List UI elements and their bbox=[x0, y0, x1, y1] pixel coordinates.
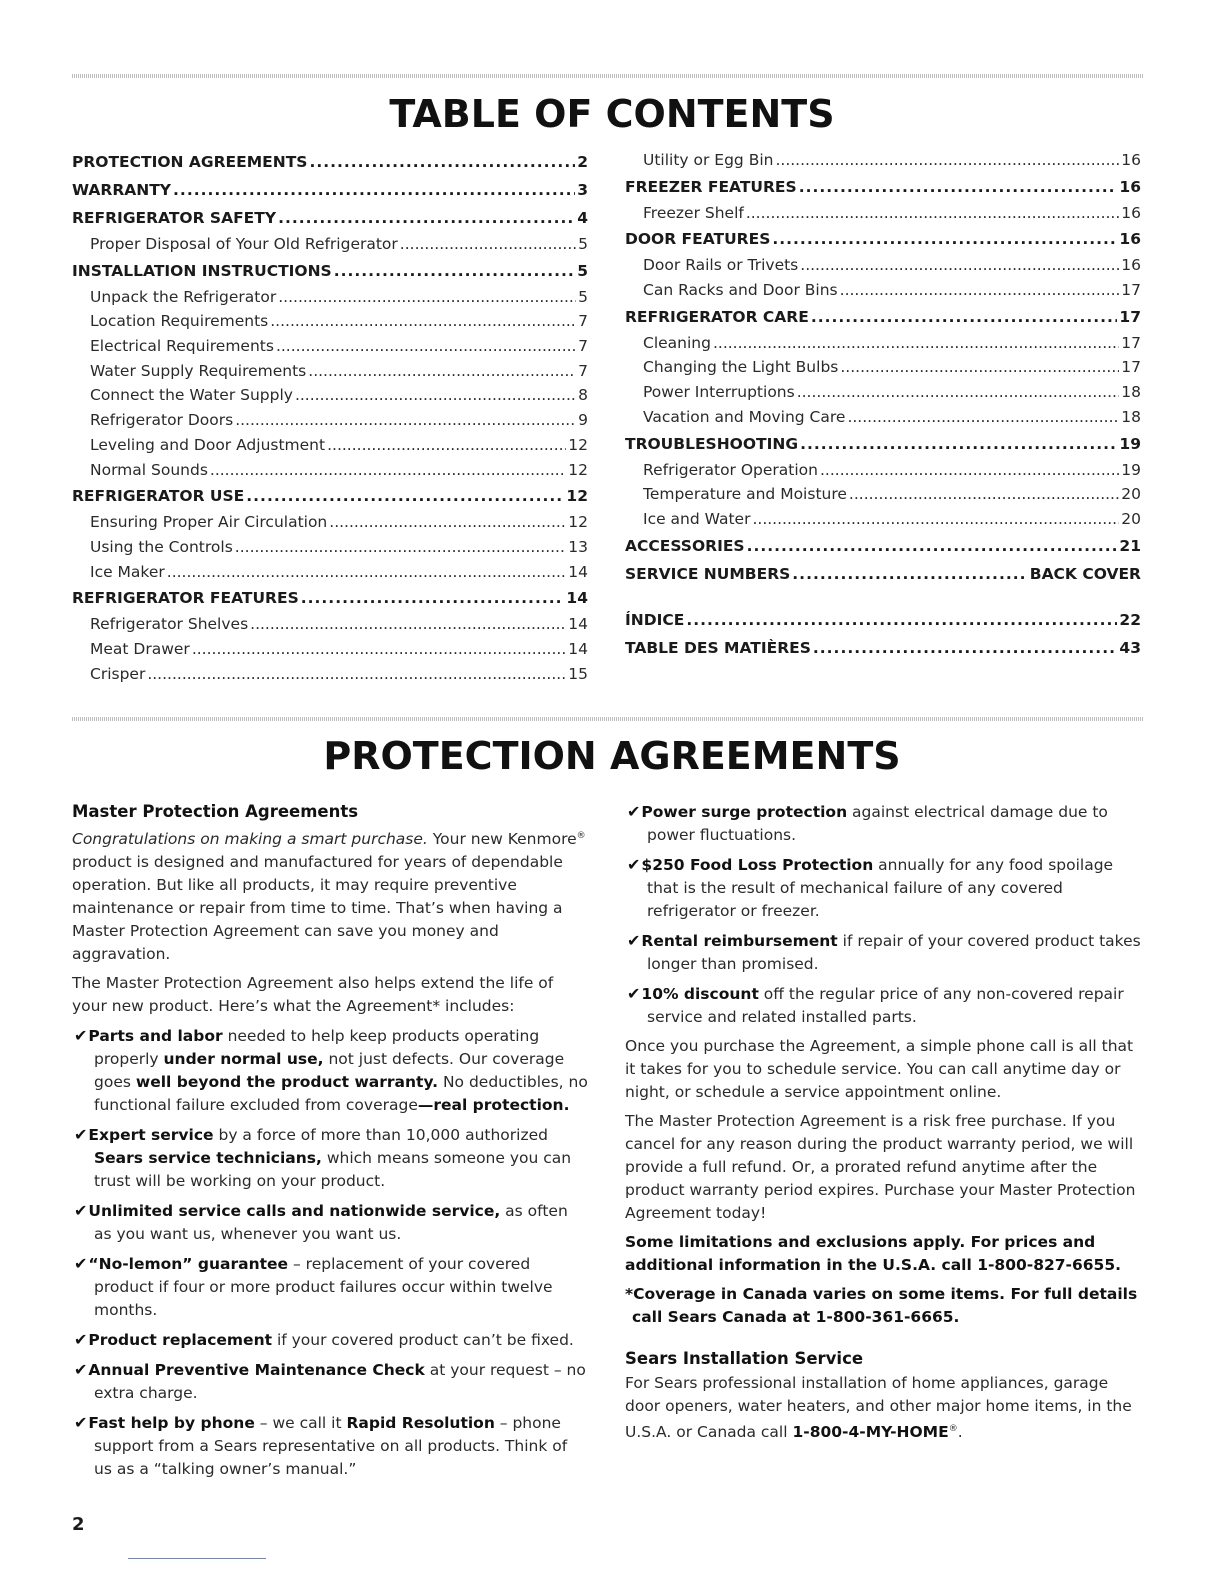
toc-entry-label: REFRIGERATOR USE bbox=[72, 487, 245, 506]
toc-entry-label: REFRIGERATOR CARE bbox=[625, 307, 809, 326]
toc-entry-label: INSTALLATION INSTRUCTIONS bbox=[72, 261, 332, 280]
toc-subsection-entry[interactable] bbox=[625, 331, 1141, 356]
toc-subsection-entry[interactable] bbox=[72, 560, 588, 585]
installation-phone: 1-800-4-MY-HOME bbox=[792, 1423, 949, 1442]
toc-entry-label: Changing the Light Bulbs bbox=[643, 358, 839, 377]
protection-left-column bbox=[72, 800, 588, 1487]
benefit-bold-text: Product replacement bbox=[88, 1331, 273, 1350]
intro-paragraph bbox=[72, 825, 588, 966]
toc-subsection-entry[interactable] bbox=[72, 334, 588, 359]
toc-entry-page: 18 bbox=[1121, 407, 1141, 426]
toc-subsection-entry[interactable] bbox=[72, 359, 588, 384]
toc-right-column bbox=[625, 148, 1141, 662]
toc-entry-page: 3 bbox=[577, 181, 588, 199]
toc-entry-page: 7 bbox=[578, 312, 588, 331]
toc-entry-label: Crisper bbox=[90, 664, 146, 683]
benefit-bold-text: $250 Food Loss Protection bbox=[641, 856, 874, 874]
checkmark-icon: ✔ bbox=[627, 802, 641, 821]
limitations-note: Some limitations and exclusions apply. For prices and additional information in the U.S.A. call 1-800-827-6655. bbox=[625, 1233, 1122, 1274]
toc-subsection-entry[interactable] bbox=[72, 458, 588, 483]
toc-entry-label: PROTECTION AGREEMENTS bbox=[72, 153, 308, 171]
benefit-list-left bbox=[72, 1024, 588, 1481]
toc-leader-dots bbox=[235, 408, 576, 433]
toc-entry-page: 22 bbox=[1119, 610, 1141, 629]
toc-entry-page: 12 bbox=[568, 435, 588, 454]
toc-leader-dots bbox=[295, 383, 576, 408]
toc-subsection-entry[interactable] bbox=[72, 408, 588, 433]
toc-leader-dots bbox=[813, 634, 1118, 662]
toc-subsection-entry[interactable] bbox=[625, 201, 1141, 226]
toc-entry-page: BACK COVER bbox=[1029, 564, 1141, 583]
toc-section-entry[interactable] bbox=[625, 303, 1141, 331]
toc-entry-page: 17 bbox=[1121, 281, 1141, 300]
toc-leader-dots bbox=[309, 148, 575, 176]
toc-subsection-entry[interactable] bbox=[72, 285, 588, 310]
toc-entry-page: 14 bbox=[568, 615, 588, 634]
toc-entry-page: 4 bbox=[577, 209, 588, 227]
toc-entry-label: Freezer Shelf bbox=[643, 203, 744, 222]
toc-entry-page: 5 bbox=[578, 287, 588, 306]
toc-subsection-entry[interactable] bbox=[72, 535, 588, 560]
installation-heading: Sears Installation Service bbox=[625, 1349, 864, 1368]
toc-section-entry[interactable] bbox=[625, 430, 1141, 458]
benefit-text: – we call it bbox=[254, 1414, 347, 1433]
toc-subsection-entry[interactable] bbox=[625, 380, 1141, 405]
installation-paragraph bbox=[625, 1372, 1141, 1444]
toc-entry-label: DOOR FEATURES bbox=[625, 230, 771, 249]
benefit-item bbox=[72, 1199, 588, 1246]
benefit-item bbox=[72, 1024, 588, 1117]
toc-subsection-entry[interactable] bbox=[72, 309, 588, 334]
benefit-bold-text: Parts and labor bbox=[88, 1027, 223, 1046]
agreement-includes-paragraph: The Master Protection Agreement also helps extend the life of your new product. Here’s what the Agreement* includes: bbox=[72, 974, 554, 1016]
toc-entry-label: Connect the Water Supply bbox=[90, 386, 293, 405]
toc-entry-page: 19 bbox=[1119, 434, 1141, 453]
toc-leader-dots bbox=[799, 173, 1118, 201]
benefit-text: needed to help keep products operating properly bbox=[94, 1027, 540, 1069]
toc-subsection-entry[interactable] bbox=[625, 458, 1141, 483]
checkmark-icon: ✔ bbox=[74, 1413, 88, 1433]
benefit-bold-text: Fast help by phone bbox=[88, 1414, 255, 1433]
installation-registered-mark: ® bbox=[948, 1424, 958, 1434]
toc-entry-label: Unpack the Refrigerator bbox=[90, 287, 277, 306]
toc-entry-page: 5 bbox=[578, 235, 588, 253]
middle-divider bbox=[72, 717, 1144, 721]
benefit-item bbox=[72, 1123, 588, 1193]
toc-entry-page: 21 bbox=[1119, 536, 1141, 555]
toc-section-entry[interactable] bbox=[72, 584, 588, 612]
toc-leader-dots bbox=[192, 637, 566, 662]
toc-entry-label: Ice Maker bbox=[90, 562, 165, 581]
toc-entry-label: Utility or Egg Bin bbox=[643, 151, 774, 169]
protection-right-column bbox=[625, 800, 1141, 1450]
toc-section-entry[interactable] bbox=[625, 606, 1141, 634]
benefit-text: not just defects. Our coverage goes bbox=[94, 1050, 565, 1092]
toc-subsection-entry[interactable] bbox=[625, 148, 1141, 173]
toc-entry-label: Ice and Water bbox=[643, 509, 751, 528]
benefit-text: by a force of more than 10,000 authorized bbox=[213, 1126, 548, 1145]
toc-leader-dots bbox=[327, 433, 566, 458]
toc-entry-label: Door Rails or Trivets bbox=[643, 256, 799, 275]
checkmark-icon: ✔ bbox=[627, 931, 641, 950]
toc-entry-label: SERVICE NUMBERS bbox=[625, 564, 791, 583]
toc-entry-label: Refrigerator Operation bbox=[643, 460, 818, 479]
benefit-item bbox=[625, 982, 1141, 1029]
benefit-item bbox=[625, 853, 1141, 923]
toc-leader-dots bbox=[210, 458, 566, 483]
benefit-bold-text: 10% discount bbox=[641, 985, 759, 1003]
toc-subsection-entry[interactable] bbox=[625, 355, 1141, 380]
toc-subsection-entry[interactable] bbox=[72, 232, 588, 257]
toc-entry-label: Water Supply Requirements bbox=[90, 361, 307, 380]
toc-title: TABLE OF CONTENTS bbox=[389, 92, 835, 136]
toc-leader-dots bbox=[301, 584, 565, 612]
toc-leader-dots bbox=[840, 355, 1119, 380]
toc-leader-dots bbox=[250, 612, 566, 637]
toc-entry-page: 8 bbox=[578, 386, 588, 405]
toc-entry-page: 7 bbox=[578, 337, 588, 356]
benefit-text: annually for any food spoilage that is the result of mechanical failure of any covered refrigerator or freezer. bbox=[647, 856, 1114, 920]
checkmark-icon: ✔ bbox=[74, 1201, 88, 1221]
checkmark-icon: ✔ bbox=[74, 1330, 88, 1350]
toc-entry-label: Refrigerator Shelves bbox=[90, 615, 249, 634]
checkmark-icon: ✔ bbox=[74, 1026, 88, 1046]
toc-entry-label: Location Requirements bbox=[90, 312, 269, 331]
toc-section-entry[interactable] bbox=[72, 257, 588, 285]
toc-section-entry[interactable] bbox=[625, 225, 1141, 253]
benefit-list-right bbox=[625, 800, 1141, 1029]
toc-subsection-entry[interactable] bbox=[72, 383, 588, 408]
toc-leader-dots bbox=[746, 201, 1119, 226]
toc-entry-page: 15 bbox=[568, 664, 588, 683]
toc-entry-label: Power Interruptions bbox=[643, 383, 795, 402]
toc-entry-label: WARRANTY bbox=[72, 181, 172, 199]
toc-entry-page: 2 bbox=[577, 153, 588, 171]
toc-leader-dots bbox=[270, 309, 576, 334]
top-divider bbox=[72, 74, 1144, 78]
toc-leader-dots bbox=[400, 232, 576, 257]
registered-mark: ® bbox=[576, 831, 586, 841]
toc-leader-dots bbox=[276, 334, 576, 359]
toc-entry-page: 14 bbox=[566, 589, 588, 608]
toc-subsection-entry[interactable] bbox=[625, 507, 1141, 532]
protection-title: PROTECTION AGREEMENTS bbox=[323, 734, 901, 778]
benefit-bold-text: Annual Preventive Maintenance Check bbox=[88, 1361, 425, 1380]
toc-entry-page: 16 bbox=[1121, 256, 1141, 275]
toc-leader-dots bbox=[713, 331, 1119, 356]
toc-section-entry[interactable] bbox=[72, 176, 588, 204]
benefit-item bbox=[72, 1358, 588, 1405]
toc-subsection-entry[interactable] bbox=[72, 637, 588, 662]
toc-leader-dots bbox=[792, 560, 1027, 588]
toc-section-entry[interactable] bbox=[625, 173, 1141, 201]
toc-entry-label: TROUBLESHOOTING bbox=[625, 434, 799, 453]
toc-entry-page: 16 bbox=[1119, 177, 1141, 196]
toc-leader-dots bbox=[329, 510, 566, 535]
toc-leader-dots bbox=[797, 380, 1120, 405]
toc-leader-dots bbox=[847, 405, 1119, 430]
toc-section-entry[interactable] bbox=[625, 560, 1141, 588]
toc-subsection-entry[interactable] bbox=[625, 405, 1141, 430]
toc-entry-label: TABLE DES MATIÈRES bbox=[625, 638, 811, 657]
toc-leader-dots bbox=[235, 535, 566, 560]
benefit-text: at your request – no extra charge. bbox=[94, 1361, 586, 1403]
toc-leader-dots bbox=[686, 606, 1117, 634]
toc-leader-dots bbox=[246, 482, 564, 510]
toc-entry-page: 17 bbox=[1119, 307, 1141, 326]
toc-leader-dots bbox=[278, 285, 576, 310]
toc-gap bbox=[625, 588, 1141, 606]
toc-subsection-entry[interactable] bbox=[72, 433, 588, 458]
toc-entry-label: ACCESSORIES bbox=[625, 536, 745, 555]
checkmark-icon: ✔ bbox=[627, 984, 641, 1003]
toc-entry-page: 19 bbox=[1121, 460, 1141, 479]
toc-subsection-entry[interactable] bbox=[72, 510, 588, 535]
toc-entry-label: Refrigerator Doors bbox=[90, 411, 234, 430]
toc-entry-label: REFRIGERATOR FEATURES bbox=[72, 589, 299, 608]
toc-subsection-entry[interactable] bbox=[625, 278, 1141, 303]
toc-leader-dots bbox=[800, 253, 1119, 278]
benefit-bold-text: Sears service technicians, bbox=[94, 1149, 322, 1168]
benefit-bold-text: Expert service bbox=[88, 1126, 214, 1145]
toc-entry-label: Temperature and Moisture bbox=[643, 485, 847, 504]
toc-leader-dots bbox=[820, 458, 1119, 483]
toc-left-column bbox=[72, 148, 588, 686]
benefit-bold-text: under normal use, bbox=[163, 1050, 324, 1069]
toc-section-entry[interactable] bbox=[625, 634, 1141, 662]
toc-section-entry[interactable] bbox=[72, 148, 588, 176]
toc-entry-label: Using the Controls bbox=[90, 537, 233, 556]
toc-entry-label: Cleaning bbox=[643, 333, 711, 352]
benefit-text: which means someone you can trust will be working on your product. bbox=[94, 1149, 572, 1191]
benefit-bold-text: Rental reimbursement bbox=[641, 932, 838, 950]
toc-subsection-entry[interactable] bbox=[72, 662, 588, 687]
toc-entry-page: 12 bbox=[566, 487, 588, 506]
risk-free-paragraph: The Master Protection Agreement is a risk free purchase. If you cancel for any reason during the product warranty period, we will provide a full refund. Or, a prorated refund anytime after the product warranty period expires. Purchase your Master Protection Agreement today! bbox=[625, 1112, 1136, 1222]
toc-leader-dots bbox=[147, 662, 566, 687]
toc-entry-page: 9 bbox=[578, 411, 588, 430]
toc-leader-dots bbox=[308, 359, 576, 384]
page-number: 2 bbox=[72, 1514, 85, 1535]
benefit-text: if your covered product can’t be fixed. bbox=[272, 1331, 574, 1350]
benefit-text: off the regular price of any non-covered repair service and related installed parts. bbox=[647, 985, 1124, 1026]
toc-leader-dots bbox=[747, 532, 1118, 560]
checkmark-icon: ✔ bbox=[74, 1360, 88, 1380]
installation-end: . bbox=[957, 1423, 963, 1442]
toc-entry-label: Proper Disposal of Your Old Refrigerator bbox=[90, 235, 398, 253]
intro-italic: Congratulations on making a smart purchase. bbox=[72, 830, 428, 849]
toc-entry-page: 16 bbox=[1121, 151, 1141, 169]
toc-leader-dots bbox=[173, 176, 575, 204]
benefit-text: No deductibles, no functional failure excluded from coverage bbox=[94, 1073, 588, 1115]
checkmark-icon: ✔ bbox=[74, 1125, 88, 1145]
benefit-bold-text: well beyond the product warranty. bbox=[135, 1073, 439, 1092]
toc-entry-page: 16 bbox=[1119, 230, 1141, 249]
toc-entry-label: ÍNDICE bbox=[625, 610, 685, 629]
benefit-bold-text: Unlimited service calls and nationwide service, bbox=[88, 1202, 501, 1221]
benefit-text: – phone support from a Sears representative on all products. Think of us as a “talking owner’s manual.” bbox=[94, 1414, 568, 1479]
toc-section-entry[interactable] bbox=[72, 482, 588, 510]
toc-leader-dots bbox=[811, 303, 1118, 331]
master-protection-heading: Master Protection Agreements bbox=[72, 802, 359, 821]
toc-entry-page: 16 bbox=[1121, 203, 1141, 222]
benefit-bold-text: Power surge protection bbox=[641, 803, 848, 821]
toc-entry-page: 43 bbox=[1119, 638, 1141, 657]
toc-section-entry[interactable] bbox=[625, 532, 1141, 560]
toc-entry-page: 17 bbox=[1121, 358, 1141, 377]
toc-entry-page: 13 bbox=[568, 537, 588, 556]
benefit-item bbox=[625, 929, 1141, 976]
toc-entry-label: Leveling and Door Adjustment bbox=[90, 435, 326, 454]
toc-leader-dots bbox=[775, 148, 1119, 173]
toc-entry-page: 14 bbox=[568, 639, 588, 658]
benefit-bold-text: —real protection. bbox=[417, 1096, 570, 1115]
toc-section-entry[interactable] bbox=[72, 204, 588, 232]
toc-entry-page: 7 bbox=[578, 361, 588, 380]
intro-text-a: Your new Kenmore bbox=[427, 830, 577, 849]
schedule-paragraph: Once you purchase the Agreement, a simple phone call is all that it takes for you to schedule service. You can call anytime day or night, or schedule a service appointment online. bbox=[625, 1037, 1134, 1101]
footer-line bbox=[128, 1558, 266, 1559]
checkmark-icon: ✔ bbox=[627, 855, 641, 874]
benefit-item bbox=[72, 1328, 588, 1352]
toc-leader-dots bbox=[278, 204, 575, 232]
toc-leader-dots bbox=[167, 560, 567, 585]
intro-text-b: product is designed and manufactured for years of dependable operation. But like all products, it may require preventive maintenance or repair from time to time. That’s when having a Master Protection Agreement can save you money and aggravation. bbox=[72, 853, 563, 964]
toc-subsection-entry[interactable] bbox=[625, 253, 1141, 278]
benefit-item bbox=[72, 1411, 588, 1481]
toc-subsection-entry[interactable] bbox=[625, 482, 1141, 507]
toc-entry-page: 14 bbox=[568, 562, 588, 581]
toc-leader-dots bbox=[840, 278, 1120, 303]
toc-leader-dots bbox=[334, 257, 575, 285]
toc-leader-dots bbox=[849, 482, 1119, 507]
benefit-text: against electrical damage due to power fluctuations. bbox=[647, 803, 1108, 844]
toc-entry-label: Ensuring Proper Air Circulation bbox=[90, 513, 328, 532]
checkmark-icon: ✔ bbox=[74, 1254, 88, 1274]
benefit-text: – replacement of your covered product if four or more product failures occur within twelve months. bbox=[94, 1255, 553, 1320]
toc-entry-page: 20 bbox=[1121, 485, 1141, 504]
canada-note: *Coverage in Canada varies on some items. For full details call Sears Canada at 1-800-361-6665. bbox=[625, 1285, 1138, 1326]
toc-entry-page: 5 bbox=[577, 261, 588, 280]
toc-entry-page: 17 bbox=[1121, 333, 1141, 352]
toc-leader-dots bbox=[752, 507, 1119, 532]
benefit-text: if repair of your covered product takes longer than promised. bbox=[647, 932, 1141, 973]
toc-entry-label: Normal Sounds bbox=[90, 460, 208, 479]
benefit-bold-text: Rapid Resolution bbox=[346, 1414, 495, 1433]
toc-entry-page: 18 bbox=[1121, 383, 1141, 402]
toc-entry-label: Vacation and Moving Care bbox=[643, 407, 846, 426]
benefit-text: as often as you want us, whenever you want us. bbox=[94, 1202, 568, 1244]
toc-entry-label: Can Racks and Door Bins bbox=[643, 281, 838, 300]
toc-entry-label: Meat Drawer bbox=[90, 639, 190, 658]
benefit-item bbox=[625, 800, 1141, 847]
toc-entry-label: REFRIGERATOR SAFETY bbox=[72, 209, 277, 227]
toc-subsection-entry[interactable] bbox=[72, 612, 588, 637]
toc-leader-dots bbox=[800, 430, 1117, 458]
toc-entry-label: FREEZER FEATURES bbox=[625, 177, 797, 196]
toc-leader-dots bbox=[772, 225, 1117, 253]
toc-entry-page: 20 bbox=[1121, 509, 1141, 528]
installation-text: For Sears professional installation of home appliances, garage door openers, water heaters, and other major home items, in the U.S.A. or Canada call bbox=[625, 1374, 1132, 1442]
toc-entry-page: 12 bbox=[568, 460, 588, 479]
toc-entry-page: 12 bbox=[568, 513, 588, 532]
benefit-bold-text: “No-lemon” guarantee bbox=[88, 1255, 289, 1274]
toc-entry-label: Electrical Requirements bbox=[90, 337, 274, 356]
benefit-item bbox=[72, 1252, 588, 1322]
